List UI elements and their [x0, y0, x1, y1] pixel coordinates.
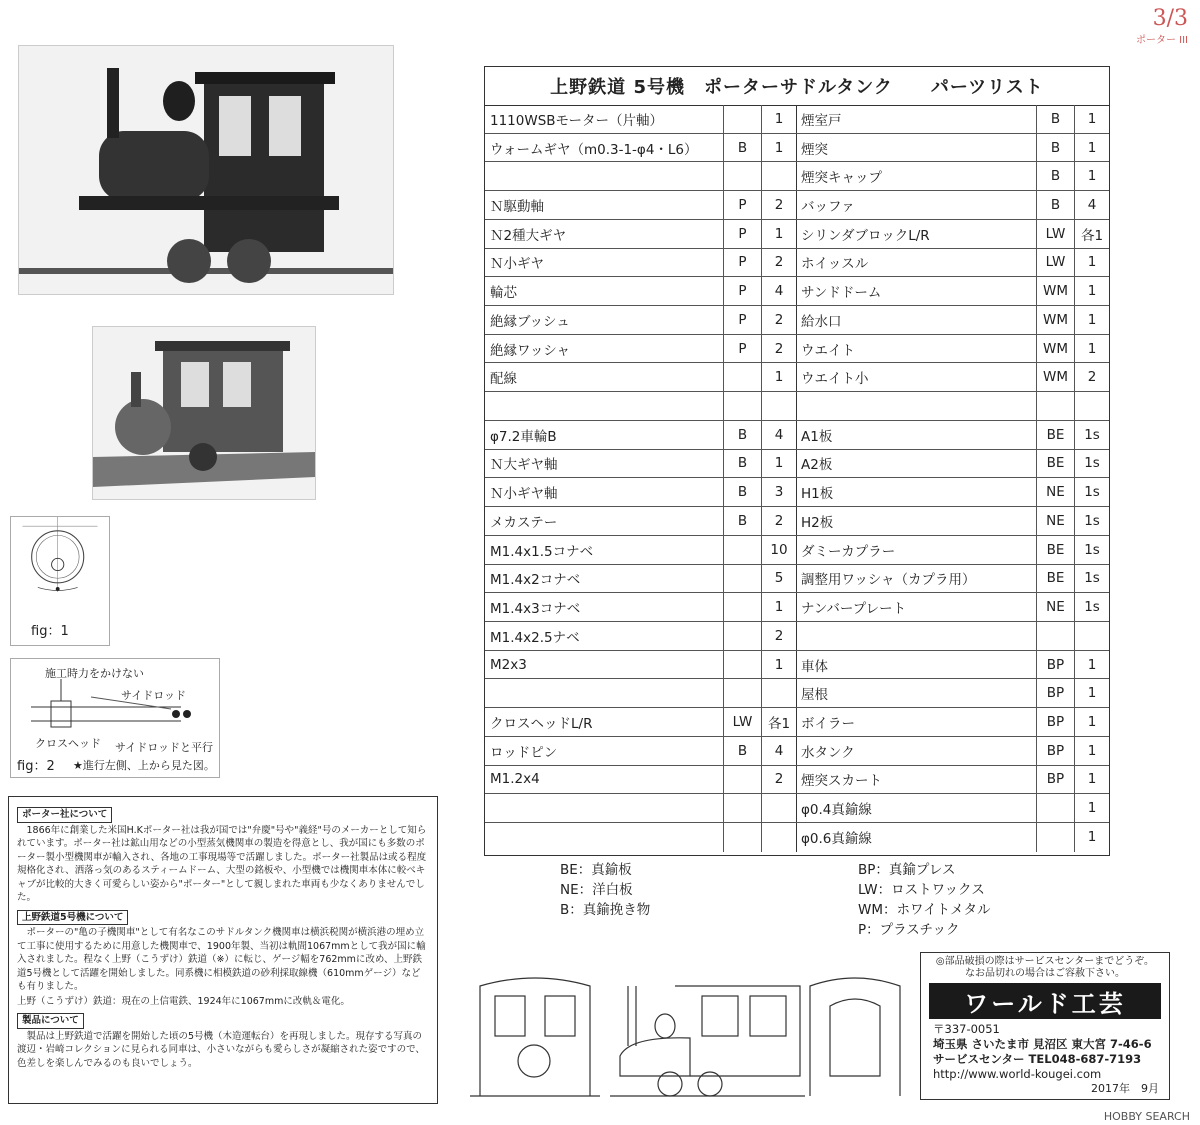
part-quantity: 1s	[1074, 536, 1109, 564]
part-quantity: 1s	[1074, 507, 1109, 535]
company-box	[920, 952, 1170, 1100]
info-heading-porter: ポーター社について	[17, 807, 112, 823]
parts-row	[796, 105, 1109, 134]
part-material: BE	[1036, 565, 1074, 593]
part-quantity	[761, 392, 796, 420]
part-material: BP	[1036, 708, 1074, 736]
part-name: ナンバープレート	[801, 601, 907, 618]
part-material: B	[723, 478, 761, 506]
parts-row	[485, 794, 796, 823]
part-name	[485, 823, 723, 852]
part-name: Ｎ駆動軸	[490, 199, 544, 216]
part-name: 屋根	[801, 687, 828, 704]
parts-row	[485, 536, 796, 565]
part-quantity	[1074, 622, 1109, 650]
part-quantity: 1	[1074, 134, 1109, 162]
part-quantity: 2	[1074, 363, 1109, 391]
parts-row	[796, 191, 1109, 220]
part-quantity	[761, 679, 796, 707]
part-name: Ｎ小ギヤ軸	[490, 486, 558, 503]
part-quantity: 1s	[1074, 478, 1109, 506]
parts-row	[485, 306, 796, 335]
parts-row	[485, 134, 796, 163]
part-material	[723, 363, 761, 391]
part-name: M2x3	[490, 656, 527, 673]
page-subtitle: ポーター III	[1135, 35, 1188, 46]
part-material	[723, 593, 761, 621]
company-notice-line2: なお品切れの場合はご容赦下さい。	[965, 968, 1125, 979]
part-material: P	[723, 220, 761, 248]
part-material: P	[723, 335, 761, 363]
part-name: ウエイト	[801, 342, 855, 359]
part-quantity: 1	[1074, 249, 1109, 277]
part-name: A2板	[801, 457, 833, 474]
line-drawings	[470, 966, 910, 1106]
part-quantity: 1	[761, 450, 796, 478]
parts-row	[796, 565, 1109, 594]
part-material	[1036, 622, 1074, 650]
legend-right	[858, 860, 990, 940]
part-material: BE	[1036, 450, 1074, 478]
fig1-diagram	[10, 516, 110, 646]
parts-row	[796, 249, 1109, 278]
company-postal: 〒337-0051	[933, 1022, 1000, 1036]
part-name: Ｎ小ギヤ	[490, 256, 544, 273]
part-name: バッファ	[801, 199, 855, 216]
part-quantity: 1	[1074, 679, 1109, 707]
company-logo: ワールド工芸	[929, 983, 1161, 1019]
part-name: 煙突キャップ	[801, 170, 882, 187]
part-material: B	[723, 134, 761, 162]
fig2-diagram	[10, 658, 220, 778]
part-material: B	[1036, 134, 1074, 162]
part-material	[723, 105, 761, 133]
legend-item: BE：真鍮板	[560, 862, 632, 878]
parts-row	[485, 565, 796, 594]
part-material	[1036, 794, 1074, 822]
part-quantity	[761, 794, 796, 822]
part-name: 水タンク	[801, 744, 855, 761]
parts-row	[485, 766, 796, 795]
fig2-parallel: サイドロッドと平行	[115, 741, 214, 754]
part-name: M1.4x1.5コナベ	[490, 543, 594, 560]
part-name: A1板	[801, 428, 833, 445]
locomotive-photo-side	[18, 45, 394, 295]
part-material: LW	[1036, 220, 1074, 248]
parts-row	[485, 478, 796, 507]
part-quantity: 2	[761, 306, 796, 334]
parts-row	[796, 794, 1109, 823]
part-name: φ0.4真鍮線	[801, 802, 872, 819]
part-quantity: 1	[761, 593, 796, 621]
parts-row	[485, 249, 796, 278]
part-name: メカステー	[490, 514, 558, 531]
parts-row	[796, 679, 1109, 708]
parts-row	[796, 134, 1109, 163]
parts-row	[485, 593, 796, 622]
part-name: 絶縁ワッシャ	[490, 342, 571, 359]
part-name: ウォームギヤ（m0.3-1-φ4・L6）	[490, 141, 698, 158]
fig2-caption: ★進行左側、上から見た図。	[73, 759, 215, 772]
part-material	[723, 794, 761, 822]
part-quantity: 1	[1074, 277, 1109, 305]
parts-row	[796, 507, 1109, 536]
legend-left	[560, 860, 650, 920]
part-quantity: 1s	[1074, 565, 1109, 593]
part-material: LW	[723, 708, 761, 736]
part-name: シリンダブロックL/R	[801, 227, 930, 244]
part-quantity: 5	[761, 565, 796, 593]
part-name: 輪芯	[490, 285, 517, 302]
part-name: 車体	[801, 658, 828, 675]
parts-row	[485, 162, 796, 191]
part-material	[723, 766, 761, 794]
parts-row	[796, 478, 1109, 507]
parts-row	[796, 277, 1109, 306]
info-paragraph-no5: ポーターの"亀の子機関車"として有名なこのサドルタンク機関車は横浜税関が横浜港の埋め立て工事に使用するために用意した機関車で、1900年製、当初は軌間1067mmとして我が国に輸入されました。程なく上野（こうずけ）鉄道（※）に転じ、ゲージ幅を762mmに改め、上野鉄道5号機として活躍を開始しました。同系機に相模鉄道の砂利採取線機（610mmゲージ）なども有りました。	[17, 927, 426, 992]
info-box	[8, 796, 438, 1104]
legend-item: LW：ロストワックス	[858, 882, 985, 898]
info-paragraph-product: 製品は上野鉄道で活躍を開始した頃の5号機（木造運転台）を再現しました。現存する写真の渡辺・岩崎コレクションに見られる同車は、小さいながらも愛らしさが凝縮された姿ですので、色差しを楽しんでみるのも良いでしょう。	[17, 1030, 425, 1069]
part-name: 配線	[490, 371, 517, 388]
fig1-label: fig：1	[31, 624, 69, 639]
parts-row	[485, 708, 796, 737]
parts-row	[796, 306, 1109, 335]
part-quantity: 2	[761, 249, 796, 277]
wheel-diagram-icon	[11, 517, 109, 615]
fig2-note-top: 施工時力をかけない	[45, 667, 144, 680]
info-paragraph-no5-note: 上野（こうずけ）鉄道：現在の上信電鉄、1924年に1067mmに改軌＆電化。	[17, 995, 350, 1007]
parts-column-left	[485, 105, 797, 852]
part-quantity: 4	[761, 277, 796, 305]
legend-item: NE：洋白板	[560, 882, 633, 898]
part-material	[1036, 392, 1074, 420]
page-number	[1136, 6, 1188, 46]
part-quantity: 2	[761, 335, 796, 363]
part-quantity: 1	[761, 134, 796, 162]
part-material: B	[723, 737, 761, 765]
part-name: 調整用ワッシャ（カプラ用）	[801, 572, 976, 589]
part-material: BE	[1036, 421, 1074, 449]
part-name: H1板	[801, 486, 834, 503]
part-name: φ0.6真鍮線	[801, 831, 872, 848]
parts-row	[485, 679, 796, 708]
info-heading-no5: 上野鉄道5号機について	[17, 910, 128, 926]
part-quantity: 4	[761, 421, 796, 449]
part-material: BP	[1036, 651, 1074, 679]
parts-row	[485, 421, 796, 450]
part-material: WM	[1036, 306, 1074, 334]
parts-row	[796, 766, 1109, 795]
part-material: WM	[1036, 363, 1074, 391]
part-material	[723, 392, 761, 420]
part-name: Ｎ2種大ギヤ	[490, 227, 567, 244]
part-name: 煙突	[801, 141, 828, 158]
part-name: ロッドピン	[490, 744, 558, 761]
part-material: B	[1036, 162, 1074, 190]
part-material: WM	[1036, 335, 1074, 363]
parts-row	[796, 421, 1109, 450]
part-material: NE	[1036, 593, 1074, 621]
parts-row	[796, 823, 1109, 852]
part-name: クロスヘッドL/R	[490, 715, 593, 732]
parts-row	[485, 450, 796, 479]
page-number-text: 3/3	[1152, 6, 1188, 31]
parts-row	[796, 708, 1109, 737]
part-quantity: 1	[1074, 823, 1109, 852]
parts-row	[796, 162, 1109, 191]
part-material	[723, 679, 761, 707]
part-name: Ｎ大ギヤ軸	[490, 457, 558, 474]
part-quantity: 3	[761, 478, 796, 506]
part-material: B	[723, 507, 761, 535]
part-name: 煙突スカート	[801, 773, 882, 790]
parts-row	[796, 622, 1109, 651]
part-quantity: 1	[1074, 708, 1109, 736]
legend-item: P：プラスチック	[858, 922, 960, 938]
part-material	[723, 823, 761, 852]
part-name	[485, 392, 723, 420]
part-name: M1.2x4	[490, 771, 540, 788]
part-quantity: 10	[761, 536, 796, 564]
part-quantity: 1	[1074, 335, 1109, 363]
parts-row	[485, 277, 796, 306]
part-name	[796, 622, 1036, 650]
info-heading-product: 製品について	[17, 1013, 84, 1029]
part-name: 1110WSBモーター（片軸）	[490, 112, 663, 129]
part-name: ダミーカプラー	[801, 543, 896, 560]
part-material: P	[723, 306, 761, 334]
part-name	[796, 392, 1036, 420]
part-material: BP	[1036, 766, 1074, 794]
parts-row	[485, 737, 796, 766]
part-name: M1.4x2.5ナベ	[490, 629, 580, 646]
parts-row	[485, 363, 796, 392]
parts-row	[796, 536, 1109, 565]
part-quantity: 1s	[1074, 421, 1109, 449]
legend-item: WM：ホワイトメタル	[858, 902, 991, 918]
part-quantity: 1	[1074, 766, 1109, 794]
part-quantity: 4	[1074, 191, 1109, 219]
part-name	[485, 162, 723, 190]
part-material: P	[723, 249, 761, 277]
parts-row	[485, 392, 796, 421]
parts-row	[796, 392, 1109, 421]
parts-row	[485, 823, 796, 852]
company-notice-line1: ◎部品破損の際はサービスセンターまでどうぞ。	[935, 956, 1155, 967]
fig2-side-rod: サイドロッド	[121, 689, 187, 702]
part-quantity: 1s	[1074, 593, 1109, 621]
part-quantity: 1	[761, 220, 796, 248]
part-material: P	[723, 191, 761, 219]
parts-row	[485, 335, 796, 364]
part-material: B	[723, 421, 761, 449]
part-name: サンドドーム	[801, 285, 882, 302]
part-material: B	[1036, 191, 1074, 219]
part-quantity: 2	[761, 766, 796, 794]
part-material: P	[723, 277, 761, 305]
parts-column-right	[796, 105, 1109, 852]
part-material: LW	[1036, 249, 1074, 277]
part-material	[723, 565, 761, 593]
company-service: サービスセンター TEL048-687-7193	[933, 1052, 1142, 1066]
part-quantity: 1	[761, 651, 796, 679]
part-quantity: 4	[761, 737, 796, 765]
parts-row	[796, 737, 1109, 766]
part-name: 給水口	[801, 313, 842, 330]
parts-row	[485, 651, 796, 680]
part-material: BP	[1036, 679, 1074, 707]
part-material	[1036, 823, 1074, 852]
part-material: BP	[1036, 737, 1074, 765]
part-name: H2板	[801, 514, 834, 531]
part-material	[723, 162, 761, 190]
part-name: M1.4x3コナベ	[490, 601, 581, 618]
part-name: 絶縁ブッシュ	[490, 313, 570, 330]
part-material: B	[1036, 105, 1074, 133]
company-url[interactable]: http://www.world-kougei.com	[933, 1067, 1102, 1081]
parts-row	[485, 105, 796, 134]
info-paragraph-porter: 1866年に創業した米国H.Kポーター社は我が国では"弁慶"号や"義経"号のメーカーとして知られています。ポーター社は鉱山用などの小型蒸気機関車の製造を得意とし、我が国にも多数のポーター製小型機関車が輸入され、各地の工事現場等で活躍しました。ポーター社製品は或る程度規格化され、洒落っ気のあるスティームドーム、大型の銘板や、小型機では機関車本体に較べキャブが比較的大きく可愛らしい姿から"ポーター"として親しまれた車両も少なくありませんでした。	[17, 824, 427, 903]
part-quantity: 1s	[1074, 450, 1109, 478]
part-quantity	[761, 823, 796, 852]
part-material: NE	[1036, 507, 1074, 535]
part-material: WM	[1036, 277, 1074, 305]
company-notice	[921, 953, 1169, 980]
legend-item: BP：真鍮プレス	[858, 862, 956, 878]
parts-row	[796, 450, 1109, 479]
parts-row	[485, 622, 796, 651]
part-quantity	[761, 162, 796, 190]
parts-row	[796, 651, 1109, 680]
part-name: ボイラー	[801, 715, 855, 732]
part-quantity: 2	[761, 191, 796, 219]
company-date: 2017年 9月	[1091, 1082, 1159, 1095]
part-quantity: 1	[761, 363, 796, 391]
part-name	[485, 679, 723, 707]
fig2-crosshead: クロスヘッド	[35, 737, 101, 750]
part-name	[485, 794, 723, 822]
parts-row	[485, 191, 796, 220]
part-material	[723, 651, 761, 679]
part-name: M1.4x2コナベ	[490, 572, 581, 589]
part-quantity: 2	[761, 507, 796, 535]
part-name: φ7.2車輪B	[490, 428, 557, 445]
part-material: NE	[1036, 478, 1074, 506]
part-name: ウエイト小	[801, 371, 869, 388]
fig2-label: fig：2	[17, 759, 55, 774]
locomotive-photo-angle	[92, 326, 316, 500]
company-address: 埼玉県 さいたま市 見沼区 東大宮 7-46-6	[933, 1037, 1152, 1051]
part-name: 煙室戸	[801, 112, 842, 129]
part-quantity: 1	[1074, 162, 1109, 190]
parts-row	[796, 593, 1109, 622]
part-quantity: 各1	[1074, 220, 1109, 248]
legend-item: B：真鍮挽き物	[560, 902, 651, 918]
parts-row	[796, 220, 1109, 249]
part-material: B	[723, 450, 761, 478]
part-quantity: 1	[761, 105, 796, 133]
part-material	[723, 536, 761, 564]
part-quantity: 1	[1074, 794, 1109, 822]
part-quantity	[1074, 392, 1109, 420]
parts-list-title: 上野鉄道 5号機 ポーターサドルタンク パーツリスト	[485, 67, 1109, 106]
part-quantity: 1	[1074, 105, 1109, 133]
part-quantity: 1	[1074, 306, 1109, 334]
parts-row	[796, 363, 1109, 392]
parts-row	[485, 507, 796, 536]
parts-row	[485, 220, 796, 249]
part-name: ホイッスル	[801, 256, 869, 273]
part-quantity: 各1	[761, 708, 796, 736]
part-quantity: 2	[761, 622, 796, 650]
parts-list-table	[484, 66, 1110, 856]
hobby-search-watermark: HOBBY SEARCH	[1103, 1110, 1190, 1123]
part-material: BE	[1036, 536, 1074, 564]
part-quantity: 1	[1074, 651, 1109, 679]
part-material	[723, 622, 761, 650]
part-quantity: 1	[1074, 737, 1109, 765]
parts-row	[796, 335, 1109, 364]
